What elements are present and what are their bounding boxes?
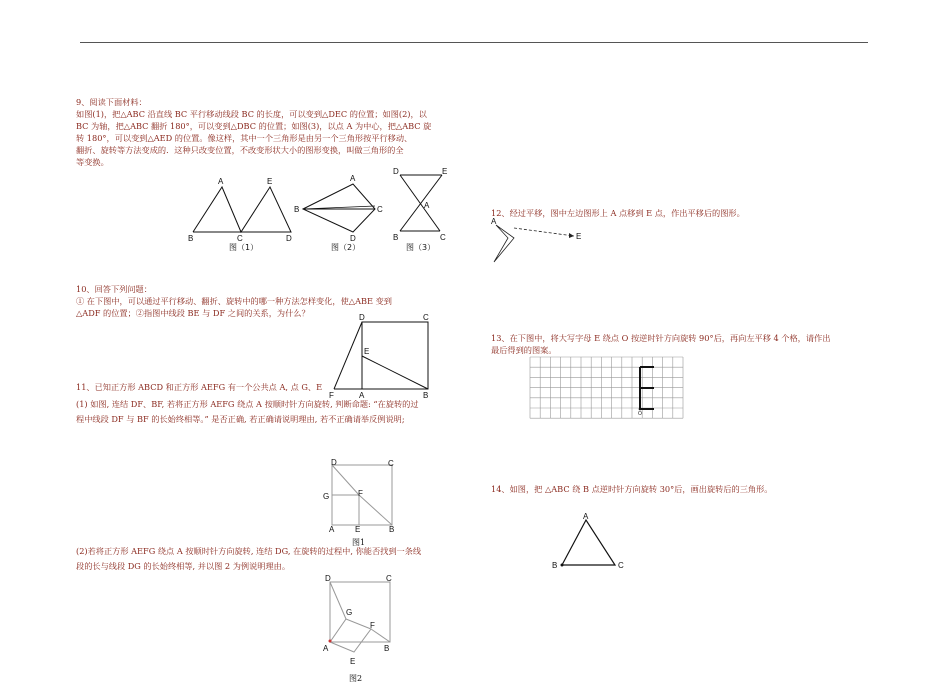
- q9-line-2: BC 为轴，把△ABC 翻折 180°，可以变到△DBC 的位置；如图(3)，以点 A 为中心，把△ABC 旋: [76, 121, 432, 131]
- q10-label-c: C: [423, 313, 429, 322]
- q13-grid: [528, 357, 688, 419]
- q12-label-e: E: [576, 232, 582, 241]
- q11f2-label-c: C: [386, 574, 392, 583]
- q11f1-caption: 图1: [352, 538, 366, 547]
- fig1-label-d: D: [286, 234, 292, 243]
- q9-line-5: 等变换。: [76, 157, 109, 167]
- fig1-label-b: B: [188, 234, 194, 243]
- q11f2-label-d: D: [325, 574, 331, 583]
- fig2-label-b: B: [294, 205, 300, 214]
- q10-label-d: D: [359, 313, 365, 322]
- q11f1-label-b: B: [389, 525, 395, 534]
- q10-title: 10、回答下列问题：: [76, 284, 152, 294]
- fig3-label-d: D: [393, 167, 399, 176]
- fig1-label-a: A: [218, 177, 224, 186]
- q9-line-1: 如图(1)，把△ABC 沿直线 BC 平行移动线段 BC 的长度，可以变到△DEC 的位置；如图(2)，以: [76, 109, 427, 119]
- q11f2-label-f: F: [370, 621, 375, 630]
- q12-text: 12、经过平移，图中左边图形上 A 点移到 E 点，作出平移后的图形。: [491, 208, 745, 218]
- q11-part1-line-2: 程中线段 DF 与 BF 的长始终相等。” 是否正确, 若正确请说明理由, 若不正确请举反例说明;: [76, 414, 405, 424]
- q12-figure: [488, 216, 588, 266]
- fig1-label-c: C: [237, 234, 243, 243]
- q9-line-4: 翻折、旋转等方法变成的．这种只改变位置，不改变形状大小的图形变换，叫做三角形的全: [76, 145, 404, 155]
- q10-label-f: F: [329, 391, 334, 400]
- fig2-label-d: D: [350, 234, 356, 243]
- q11f1-label-f: F: [358, 489, 363, 498]
- q11-part2-line-1: (2)若将正方形 AEFG 绕点 A 按顺时针方向旋转, 连结 DG, 在旋转的过程中, 你能否找到一条线: [76, 546, 422, 556]
- q11-title: 11、已知正方形 ABCD 和正方形 AEFG 有一个公共点 A, 点 G、E: [76, 382, 323, 392]
- fig3-label-c: C: [440, 233, 446, 242]
- fig2-caption: 图（2）: [331, 243, 361, 252]
- q14-label-b: B: [552, 561, 558, 570]
- q11f1-label-c: C: [388, 459, 394, 468]
- header-rule: [80, 42, 868, 43]
- q9-figure-1: [185, 172, 295, 257]
- q11f1-label-e: E: [355, 525, 361, 534]
- q13-line-2: 最后得到的图案。: [491, 345, 557, 355]
- q11f2-label-e: E: [350, 657, 356, 666]
- q11f1-label-d: D: [331, 458, 337, 467]
- q10-figure: [325, 312, 440, 400]
- fig1-label-e: E: [267, 177, 273, 186]
- q13-label-o: O: [638, 411, 642, 417]
- q11-part2-line-2: 段的长与线段 DG 的长始终相等, 并以图 2 为例说明理由。: [76, 561, 291, 571]
- q10-line-1: ① 在下图中，可以通过平行移动、翻折、旋转中的哪一种方法怎样变化，使△ABE 变到: [76, 296, 392, 306]
- fig2-label-a: A: [350, 174, 356, 183]
- fig1-caption: 图（1）: [229, 243, 259, 252]
- q10-line-2: △ADF 的位置；②指图中线段 BE 与 DF 之间的关系，为什么？: [76, 308, 310, 318]
- q14-label-c: C: [618, 561, 624, 570]
- q10-label-b: B: [423, 391, 429, 400]
- q9-figure-3: [390, 165, 450, 257]
- q11f2-label-b: B: [384, 644, 390, 653]
- q14-figure: [550, 510, 640, 575]
- q11f2-caption: 图2: [349, 674, 363, 683]
- fig3-label-e: E: [442, 167, 448, 176]
- q11f1-label-a: A: [329, 525, 335, 534]
- q11f2-label-g: G: [346, 608, 353, 617]
- q9-title: 9、阅读下面材料：: [76, 97, 147, 107]
- q11f1-label-g: G: [323, 492, 330, 501]
- q11-figure-1: [318, 455, 408, 550]
- q11-figure-2: [318, 572, 408, 687]
- q14-label-a: A: [583, 512, 589, 521]
- fig3-label-b: B: [393, 233, 399, 242]
- q9-figure-2: [295, 172, 385, 257]
- q13-line-1: 13、在下图中，将大写字母 E 绕点 O 按逆时针方向旋转 90°后，再向左平移 4 个格，请作出: [491, 333, 831, 343]
- q12-label-a: A: [491, 217, 497, 226]
- q10-label-e: E: [364, 347, 370, 356]
- fig3-label-a: A: [424, 201, 430, 210]
- q10-label-a: A: [359, 391, 365, 400]
- q11f2-label-a: A: [323, 644, 329, 653]
- fig2-label-c: C: [377, 205, 383, 214]
- fig3-caption: 图（3）: [406, 243, 436, 252]
- q14-text: 14、如图，把 △ABC 绕 B 点逆时针方向旋转 30°后，画出旋转后的三角形。: [491, 484, 773, 494]
- q11-part1-line-1: (1) 如图, 连结 DF、BF, 若将正方形 AEFG 绕点 A 按顺时针方向旋转, 判断命题: “在旋转的过: [76, 399, 419, 409]
- q9-line-3: 转 180°，可以变到△AED 的位置。像这样，其中一个三角形是由另一个三角形按平行移动、: [76, 133, 413, 143]
